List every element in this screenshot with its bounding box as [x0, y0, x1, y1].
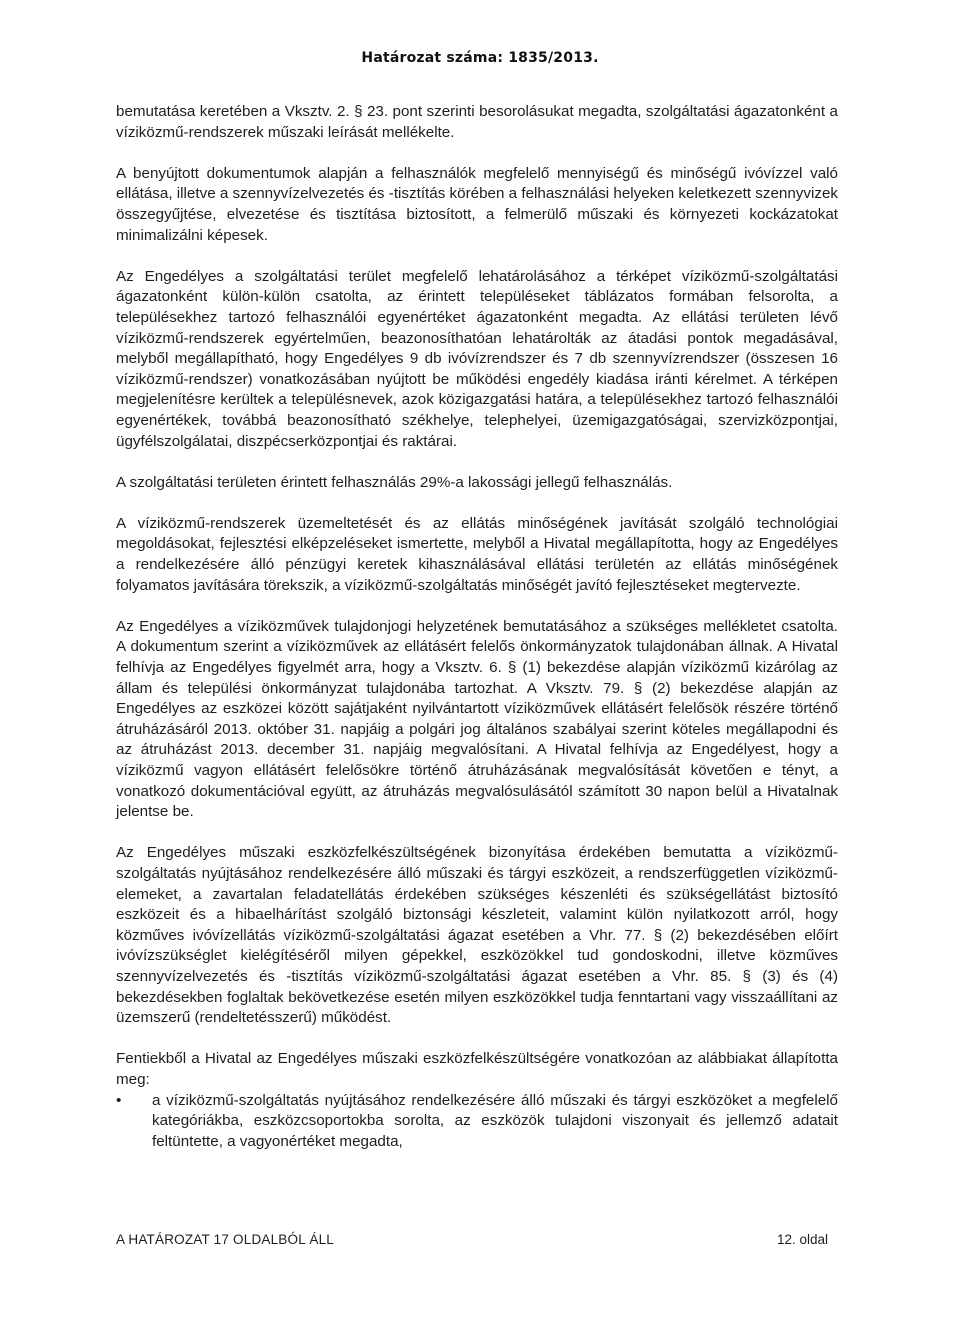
- paragraph-technology: A víziközmű-rendszerek üzemeltetését és az ellátás minőségének javítását szolgáló technológiai megoldásokat, fejlesztési elképzeléseket ismertette, melyből a Hivatal megállapította, hogy az Engedélyes a rendelkezésére álló pénzügyi keretek kihasználásával ellátási területén az ellátás minőségének folyamatos javítására törekszik, a víziközmű-szolgáltatás minőségét javító fejlesztéseket megtervezte.: [116, 514, 838, 594]
- paragraph-findings: Fentiekből a Hivatal az Engedélyes műszaki eszközfelkészültségére vonatkozóan az alábbiakat állapította meg:: [116, 1050, 838, 1088]
- bullet-item: [116, 1091, 838, 1153]
- paragraph-residential-share: A szolgáltatási területen érintett felhasználás 29%-a lakossági jellegű felhasználás.: [116, 473, 673, 491]
- bullet-text: a víziközmű-szolgáltatás nyújtásához rendelkezésére álló műszaki és tárgyi eszközöket a megfelelő kategóriákba, eszközcsoportokba sorolta, az eszközök tulajdoni viszonyait és jellemző adatait feltüntette, a vagyonértéket megadta,: [152, 1091, 838, 1150]
- page-header: Határozat száma: 1835/2013.: [361, 50, 599, 66]
- footer-page-number: 12. oldal: [776, 1232, 828, 1247]
- bullet-mark: •: [116, 1091, 122, 1109]
- page-footer: [116, 1232, 828, 1247]
- document-body: [116, 102, 838, 1152]
- paragraph-ownership: Az Engedélyes a víziközművek tulajdonjogi helyzetének bemutatásához a szükséges mellékletet csatolta. A dokumentum szerint a víziközművek az ellátásért felelős önkormányzatok tulajdonában állnak. A Hivatal felhívja az Engedélyes figyelmét arra, hogy a Vksztv. 6. § (1) bekezdése alapján víziközmű kizárólag az állam és települési önkormányzat tulajdonába tartozhat. A Vksztv. 79. § (2) bekezdése alapján az Engedélyes az eszközei között sajátjaként nyilvántartott víziközművek ellátásért felelősök részére történő átruházásáról 2013. október 31. napjáig a polgári jog általános szabályai szerint köteles megállapodni és az átruházást 2013. december 31. napjáig megvalósítani. A Hivatal felhívja az Engedélyest, hogy a víziközmű vagyon ellátásért felelősökre történő átruházásának megvalósítását követően e tényt, a vonatkozó dokumentációval együtt, az átruházás megvalósulásától számított 30 napon belül a Hivatalnak jelentse be.: [116, 617, 838, 821]
- paragraph-equipment: Az Engedélyes műszaki eszközfelkészültségének bizonyítása érdekében bemutatta a víziközmű-szolgáltatás nyújtásához rendelkezésére álló műszaki és tárgyi eszközeit, a rendszerfüggetlen víziközmű-elemeket, a zavartalan feladatellátás érdekében szükséges készenléti és szükségellátást biztosító eszközeit és a hibaelhárítást szolgáló biztonsági készleteit, valamint külön nyilatkozott arról, hogy közműves ivóvízellátás víziközmű-szolgáltatási ágazat esetében a Vhr. 77. § (2) bekezdésében előírt ivóvízszükséglet kielégítéséről milyen gépekkel, eszközökkel tud gondoskodni, illetve közműves szennyvízelvezetés és -tisztítás víziközmű-szolgáltatási ágazat esetében a Vhr. 85. § (3) és (4) bekezdésekben foglaltak bekövetkezése esetén milyen eszközökkel tudja fenntartani vagy visszaállítani az üzemszerű (rendeltetésszerű) működést.: [116, 844, 838, 1027]
- paragraph-documents: A benyújtott dokumentumok alapján a felhasználók megfelelő mennyiségű és minőségű ivóvízzel való ellátása, illetve a szennyvízelvezetés és -tisztítás körében a felhasználási helyeken keletkezett szennyvizek összegyűjtése, elvezetése és tisztítása biztosított, a felmerülő műszaki és környezeti kockázatokat minimalizálni képesek.: [116, 164, 838, 244]
- footer-page-count: A HATÁROZAT 17 OLDALBÓL ÁLL: [116, 1232, 334, 1247]
- paragraph-service-area: Az Engedélyes a szolgáltatási terület megfelelő lehatárolásához a térképet víziközmű-szolgáltatási ágazatonként külön-külön csatolta, az érintett településeket táblázatos formában felsorolta, a településekhez tartozó felhasználói egyenértéket ágazatonként megadta. Az ellátási területen lévő víziközmű-rendszerek egyértelműen, beazonosíthatóan lehatárolták az átadási pontok megadásával, melyből megállapítható, hogy Engedélyes 9 db ivóvízrendszer és 7 db szennyvízrendszer (összesen 16 víziközmű-rendszer) vonatkozásában nyújtott be működési engedély kiadása iránti kérelmet. A térképen megjelenítésre kerültek a településnevek, azok közigazgatási határa, a településekhez tartozó felhasználói egyenértékek, továbbá beazonosítható székhelye, telephelyei, üzemigazgatóságai, szervizközpontjai, ügyfélszolgálatai, diszpécserközpontjai és raktárai.: [116, 267, 838, 450]
- paragraph-continuation: bemutatása keretében a Vksztv. 2. § 23. pont szerinti besorolásukat megadta, szolgáltatási ágazatonként a víziközmű-rendszerek műszaki leírását mellékelte.: [116, 103, 838, 141]
